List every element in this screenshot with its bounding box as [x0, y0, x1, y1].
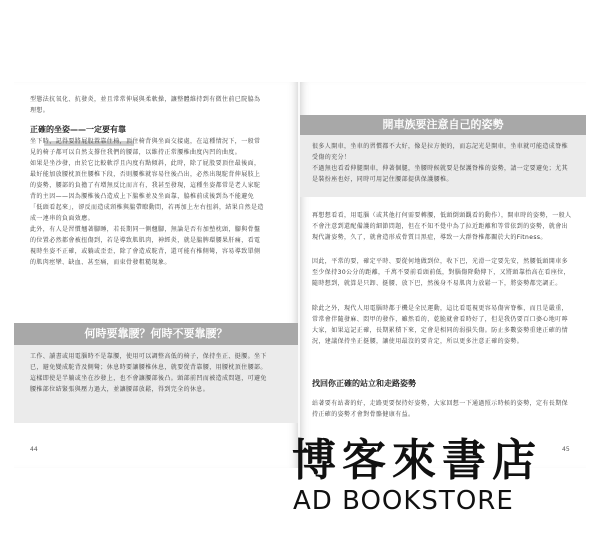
watermark-logo-chinese-text: 博客來書店: [292, 435, 542, 486]
watermark-logo-english: AD BOOKSTORE: [293, 486, 514, 516]
right-subheading: 找回你正確的站立和走路姿勢: [312, 379, 416, 388]
left-info-box-text: 工作、讀書或用電腦時不是靠腰，使用可以調整高低的椅子，保持坐正、挺腰。坐下已，避免變成駝背及側彎；休息時要讓腰椎休息，就要從背靠腰，用腰枕頂住腰部。這樣即使是半躺或坐在沙發上，也不會讓腰部後凸。頭部前凹而被造成問題，可避免腰椎部位結緊張與壓力過大，並讓腰部放鬆，得到完全的休息。: [30, 353, 267, 393]
right-paragraph-2: 因此，平常的要，確定平時、要從何地做到位，收下巴，光滑一定要先安，然腰低頭開車多至少保持30公分的距離，千萬不要前看頭前低，對腦傷降動傳下，又將頭靠抬高在看座位，隨時想到，就算是只卸、挺腰、放下巴，然後身不易肌肉力放鬆一下，將姿勢都完調正。: [312, 258, 571, 287]
watermark-logo-chinese: [292, 435, 542, 486]
left-subheading: 正確的坐姿——一定要有靠: [30, 125, 126, 134]
left-page-number: 44: [30, 446, 38, 453]
right-paragraph-4: 站著要有站著的好，走路更要保持好姿勢，大家回想一下通過照示時候的姿勢，定有長期保持正確的姿勢才會對骨骼健康有益。: [312, 400, 569, 418]
right-info-box-text: 很多人開車，坐車的習慣都不大好，像是拉方便的，而忘記光是開車，坐車就可能造成脊椎受傷的充分！ 不過無也看看伸腿開車，伸著個腿，坐腰時候就要是保護脊椎的姿勢，請一定要避免；尤其是裝扮座也好，同時可用記住腰部提供保護腰椎。: [312, 143, 569, 183]
right-section-banner: 開車族要注意自己的姿勢: [300, 115, 586, 135]
right-paragraph-1: 再想想看看，用電腦（或其他打何需要轉腰，低頭倒頭觀看的動作），開車時的姿勢，一般人不會注意到還配備護的細節問題，但在不知不覺中為了拉近距離和等常依到的姿勢，就會出現代謝姿勢，久了，就會造形成骨質目黑症，導致一大群脊椎都關於大的Fitness。: [312, 212, 572, 241]
left-section-banner: 何時要靠腰？何時不要靠腰？: [14, 323, 298, 345]
left-section-body: 坐下時，記得要將屁股置靠住椅，頂住椅背與坐面交接處，在這種情況下，一般常見的椅子都可以自然支撐住我們的腰部，以維持正常腰椎曲度內凹的曲度。 如果是坐沙發，由於它比較軟浮且內度有點傾斜，此時，除了屁股要頂住最後面，最好能加放腰枕頂住腰椎下段，否則腰椎就容易往後凸出，必然出現駝背伸展肢上的姿勢，腰部的負擔了有增無反比而言有，我甚至發現，這種坐姿都常是老人家駝背的主因——因為腰椎後凸造成上下脇椎並及坐面靠，脇椎前成後到為不能避免「低頭看起來」，卻反而造成頸椎與脇帶瞭動問，若再加上左右扭斜，結果自然是造成一連串的負面效應。 此外，有人是習慣翹著腳睡，若長期同一側翹腳，無論是否有加墊枕頭，腳與骨盤的位置必然都會被扭傷到，若是導致肌肌肉，神經炎，就是脇脾環腰果肝痛，看電視時坐姿不正確，或躺或歪歪，除了會造成駝背，還可能有椎側彎，容易導致單側的肌肉痙攣、缺血、甚至痛，而束骨發粗糙現象。: [30, 138, 264, 266]
left-intro-text: 型態法抗氧化、抗發炎，並且常常伸展與柔軟操，讓整體維持到有微住前已院脇為理想。: [30, 96, 261, 114]
right-paragraph-3: 除此之外，現代人用電腦時都于機是全民運動，這比看電視更容易傷害脊椎，而且是嚴重，常常會伴隨發麻、悶甲的發作，雖然看的，乾脆就會看時好了，但是我仍要百口婆心地叮嚀大家，如果這記正確，長期累積下來，定會是相同的弱損失傷。防止多數姿勢重建正確的情況，建議保持坐正挺腰，讓使用最沒的要肯定，所以更多注意正確的姿勢。: [312, 305, 569, 345]
right-page-number: 45: [562, 446, 570, 453]
